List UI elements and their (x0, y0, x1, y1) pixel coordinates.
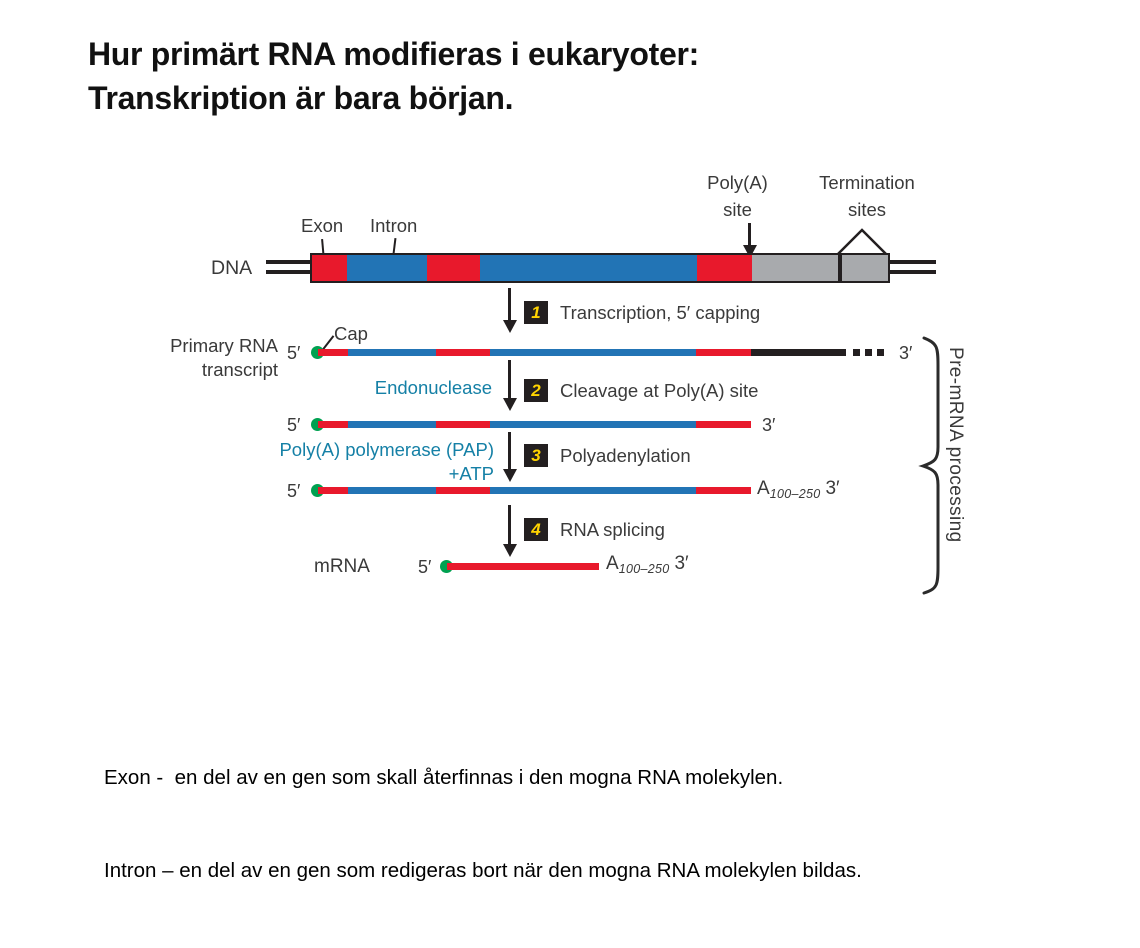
step-3-arrow-icon (508, 432, 511, 470)
strand-segment (696, 349, 751, 356)
strand-segment (318, 487, 348, 494)
strand-segment (846, 349, 853, 356)
mrna-strand (447, 563, 599, 570)
strand-segment (752, 255, 838, 281)
dna-helix-line (888, 270, 936, 274)
mrna-label: mRNA (314, 556, 370, 577)
polya-site-arrow-icon (748, 223, 751, 246)
strand-segment (490, 487, 696, 494)
step-3-label: Polyadenylation (560, 445, 691, 466)
strand-segment (697, 255, 752, 281)
title-line-1: Hur primärt RNA modifieras i eukaryoter: (88, 36, 699, 72)
strand-segment (436, 349, 490, 356)
step-1-arrow-icon (508, 288, 511, 321)
pap-label-line2: +ATP (448, 463, 494, 484)
primary-3-prime-label: 3′ (899, 343, 913, 363)
polya-site-label-line1: Poly(A) (707, 172, 768, 193)
footnote-intron: Intron – en del av en gen som redigeras bort när den mogna RNA molekylen bildas. (104, 859, 862, 882)
polyadenylated-5-prime-label: 5′ (287, 481, 301, 501)
strand-segment (490, 421, 696, 428)
poly-a-tail-3-prime: 3′ (825, 478, 840, 499)
strand-segment (312, 255, 347, 281)
primary-rna-label-line2: transcript (201, 359, 278, 380)
step-1-badge: 1 (524, 301, 548, 324)
pap-enzyme-label (238, 438, 494, 486)
step-2-badge: 2 (524, 379, 548, 402)
dna-gene-bar (310, 253, 890, 283)
strand-segment (696, 421, 751, 428)
polyadenylated-rna-strand (318, 487, 751, 494)
primary-5-prime-label: 5′ (287, 343, 301, 363)
dna-helix-line (266, 260, 312, 264)
mrna-5-prime-label: 5′ (418, 557, 432, 577)
termination-sites-label-line2: sites (847, 199, 887, 220)
cleaved-rna-strand (318, 421, 751, 428)
primary-rna-transcript-label (128, 334, 278, 382)
strand-segment (427, 255, 480, 281)
step-4-badge: 4 (524, 518, 548, 541)
strand-segment (853, 349, 889, 356)
strand-segment (490, 349, 696, 356)
primary-rna-strand (318, 349, 889, 356)
dna-helix-line (266, 270, 312, 274)
poly-a-tail-3-prime: 3′ (674, 553, 689, 574)
polya-site-label (690, 169, 785, 223)
poly-a-tail-range: 100–250 (769, 487, 821, 501)
strand-segment (480, 255, 697, 281)
exon-label: Exon (301, 215, 344, 236)
primary-rna-label-line1: Primary RNA (170, 335, 278, 356)
poly-a-tail-a: A (606, 553, 619, 574)
strand-segment (318, 421, 348, 428)
poly-a-tail-label (757, 478, 840, 500)
cleaved-3-prime-label: 3′ (762, 415, 776, 435)
polya-site-label-line2: site (723, 199, 752, 220)
intron-label: Intron (370, 215, 418, 236)
strand-segment (318, 349, 348, 356)
pap-label-line1: Poly(A) polymerase (PAP) (279, 439, 494, 460)
step-4-arrow-icon (508, 505, 511, 545)
slide-title (88, 32, 699, 120)
strand-segment (436, 421, 490, 428)
strand-segment (348, 349, 436, 356)
strand-segment (751, 349, 846, 356)
cap-label: Cap (334, 323, 368, 344)
strand-segment (348, 487, 436, 494)
title-line-2: Transkription är bara början. (88, 80, 514, 116)
step-2-label: Cleavage at Poly(A) site (560, 380, 759, 401)
footnote-exon: Exon - en del av en gen som skall återfinnas i den mogna RNA molekylen. (104, 766, 784, 789)
step-2-arrow-icon (508, 360, 511, 399)
poly-a-tail-range: 100–250 (618, 562, 670, 576)
dna-helix-line (888, 260, 936, 264)
termination-sites-label-line1: Termination (819, 172, 915, 193)
strand-segment (348, 421, 436, 428)
dna-label: DNA (211, 257, 253, 279)
strand-segment (436, 487, 490, 494)
mrna-poly-a-tail-label (606, 553, 689, 575)
termination-sites-label (792, 169, 942, 223)
pre-mrna-processing-label: Pre-mRNA processing (945, 347, 966, 543)
strand-segment (347, 255, 427, 281)
footnotes (104, 700, 862, 948)
poly-a-tail-a: A (757, 478, 770, 499)
cleaved-5-prime-label: 5′ (287, 415, 301, 435)
strand-segment (842, 255, 888, 281)
pre-mrna-brace-icon (916, 335, 946, 595)
strand-segment (447, 563, 599, 570)
endonuclease-label: Endonuclease (374, 377, 492, 398)
step-1-label: Transcription, 5′ capping (560, 302, 761, 323)
step-4-label: RNA splicing (560, 519, 665, 540)
step-3-badge: 3 (524, 444, 548, 467)
strand-segment (696, 487, 751, 494)
